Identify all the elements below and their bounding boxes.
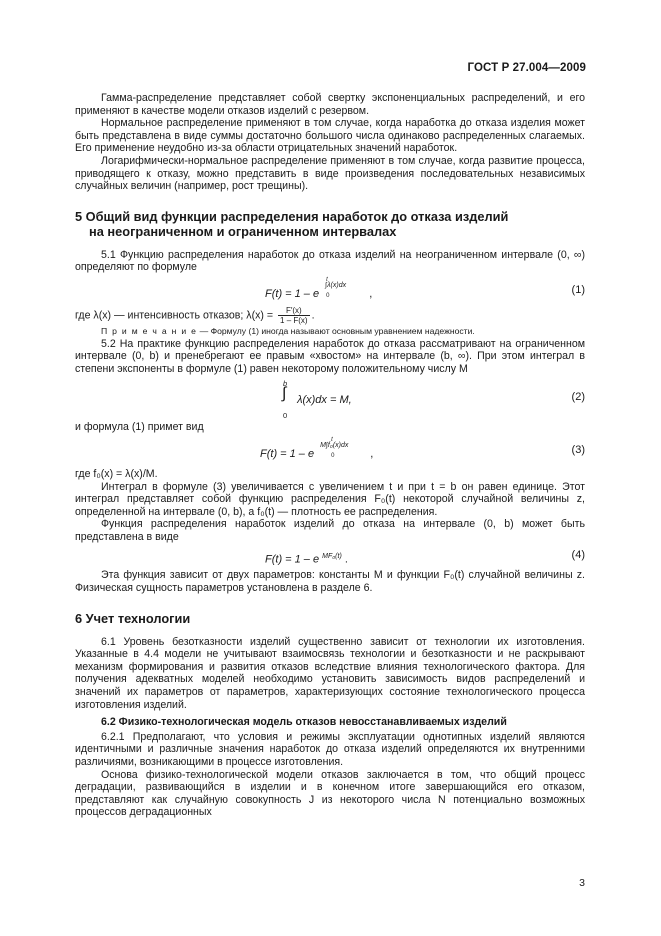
document-body [75, 92, 585, 819]
formula-3-number: (3) [571, 443, 585, 456]
subsection-6-2-heading: 6.2 Физико-технологическая модель отказов невосстанавливаемых изделий [101, 716, 507, 729]
formula-2-upper-limit: b [283, 379, 288, 389]
formula-4-exponent: MF₀(t) [322, 553, 342, 561]
paragraph-6-1: 6.1 Уровень безотказности изделий существенно зависит от технологии их изготовления. Указанные в 4.4 модели не учитывают взаимосвязь технологии и безотказности и не раскрывают механизм формирования и развития отказов вследствие влияния технологического фактора. Для получения адекватных моделей необходимо установить зависимость видов распределений и значений их параметров от параметров, характеризующих состояние технологического процесса изготовления изделий. [75, 635, 585, 711]
paragraph-normal: Нормальное распределение применяют в том случае, когда наработка до отказа изделия может быть представлена в виде суммы достаточно большого числа одинаково распределенных слагаемых. Его применение неудобно из-за области отрицательных значений наработок. [75, 117, 585, 155]
formula-3-exponent-body: M∫f₀(x)dx [320, 441, 349, 449]
formula-1-lhs: F(t) = 1 – e [265, 287, 320, 300]
paragraph-6-2-1: 6.2.1 Предполагают, что условия и режимы эксплуатации однотипных изделий являются идентичными и различные значения наработок до отказа изделий определяются их внутренними различиями, возникающими в процессе изготовления. [75, 730, 585, 768]
paragraph-integral: Интеграл в формуле (3) увеличивается с увеличением t и при t = b он равен единице. Этот интеграл представляет собой функцию распределения F₀(t) некоторой случайной величины z, определенной на интервале (0, b), а f₀(t) — плотность ее распределения. [75, 480, 585, 518]
formula-1-upper-limit: t [326, 276, 328, 283]
formula-3-upper-limit: t [331, 436, 333, 443]
paragraph-5-2: 5.2 На практике функцию распределения наработок до отказа рассматривают на ограниченном интервале (0, b) и пренебрегают ее правым «хвостом» на интервале (b, ∞). При этом интеграл в степени экспоненты в формуле (1) равен некоторому положительному числу M [75, 337, 585, 375]
formula-1-number: (1) [571, 283, 585, 296]
formula-3 [75, 436, 585, 466]
section-6-heading: 6 Учет технологии [75, 610, 191, 626]
formula-2-number: (2) [571, 391, 585, 404]
paragraph-6-2-2: Основа физико-технологической модели отказов заключается в том, что общий процесс деградации, развивающийся в изделии и в конечном итоге завершающийся его отказом, представляют как случайную совокупность J из некоторого числа N потенциально возможных процессов деградационных [75, 768, 585, 819]
paragraph-5-1: 5.1 Функцию распределения наработок до отказа изделий на неограниченном интервале (0, ∞) определяют по формуле [75, 248, 585, 274]
formula-4-lhs: F(t) = 1 – e [265, 554, 320, 567]
paragraph-gamma: Гамма-распределение представляет собой свертку экспоненциальных распределений, и его применяют в качестве модели отказов изделий с резервом. [75, 92, 585, 117]
formula-4-number: (4) [571, 549, 585, 562]
formula-4-dot: . [344, 554, 348, 567]
formula-1-exponent-body: ∫λ(x)dx [325, 281, 347, 289]
paragraph-depends: Эта функция зависит от двух параметров: константы M и функции F₀(t) случайной величины z. Физическая сущность параметров установлена в разделе 6. [75, 569, 585, 595]
formula-1-exponent [322, 276, 366, 302]
formula-1-lower-limit: 0 [326, 292, 330, 299]
note-text: — Формулу (1) иногда называют основным уравнением надежности. [197, 325, 475, 336]
formula-1-where [75, 306, 585, 325]
formula-3-exponent [317, 436, 367, 462]
formula-1 [75, 276, 585, 306]
formula-3-lhs: F(t) = 1 – e [260, 447, 315, 460]
where-1-text: где λ(x) — интенсивность отказов; λ(x) = [75, 309, 274, 322]
formula-3-comma: , [370, 447, 374, 460]
formula-3-lower-limit: 0 [331, 452, 335, 459]
integral-sign: b ∫ 0 [280, 387, 294, 413]
paragraph-and: и формула (1) примет вид [75, 421, 204, 434]
formula-2-body: λ(x)dx = M, [297, 394, 352, 407]
section-5-heading [75, 209, 585, 239]
note-1 [75, 325, 585, 338]
failure-rate-fraction [278, 306, 310, 325]
note-label: П р и м е ч а н и е [101, 325, 198, 336]
section-5-title-line1: 5 Общий вид функции распределения наработок до отказа изделий [75, 208, 509, 224]
paragraph-lognormal: Логарифмически-нормальное распределение применяют в том случае, когда развитие процесса, приводящего к отказу, можно представить в виде произведения последовательных независимых случайных величин (например, рост трещины). [75, 154, 585, 193]
paragraph-function: Функция распределения наработок изделий до отказа на интервале (0, b) может быть представлена в виде [75, 518, 585, 543]
formula-2 [75, 377, 585, 421]
formula-1-comma: , [369, 287, 373, 300]
where-1-end: . [311, 309, 315, 322]
section-5-title-line2: на неограниченном и ограниченном интервалах [89, 223, 397, 239]
page-number: 3 [579, 877, 585, 889]
formula-2-lower-limit: 0 [283, 411, 288, 421]
fraction-numerator: F′(x) [278, 306, 310, 316]
formula-4 [75, 545, 585, 567]
document-header: ГОСТ Р 27.004—2009 [467, 62, 586, 74]
fraction-denominator: 1 – F(x) [280, 315, 308, 325]
formula-3-where: где f₀(x) = λ(x)/M. [75, 467, 158, 480]
